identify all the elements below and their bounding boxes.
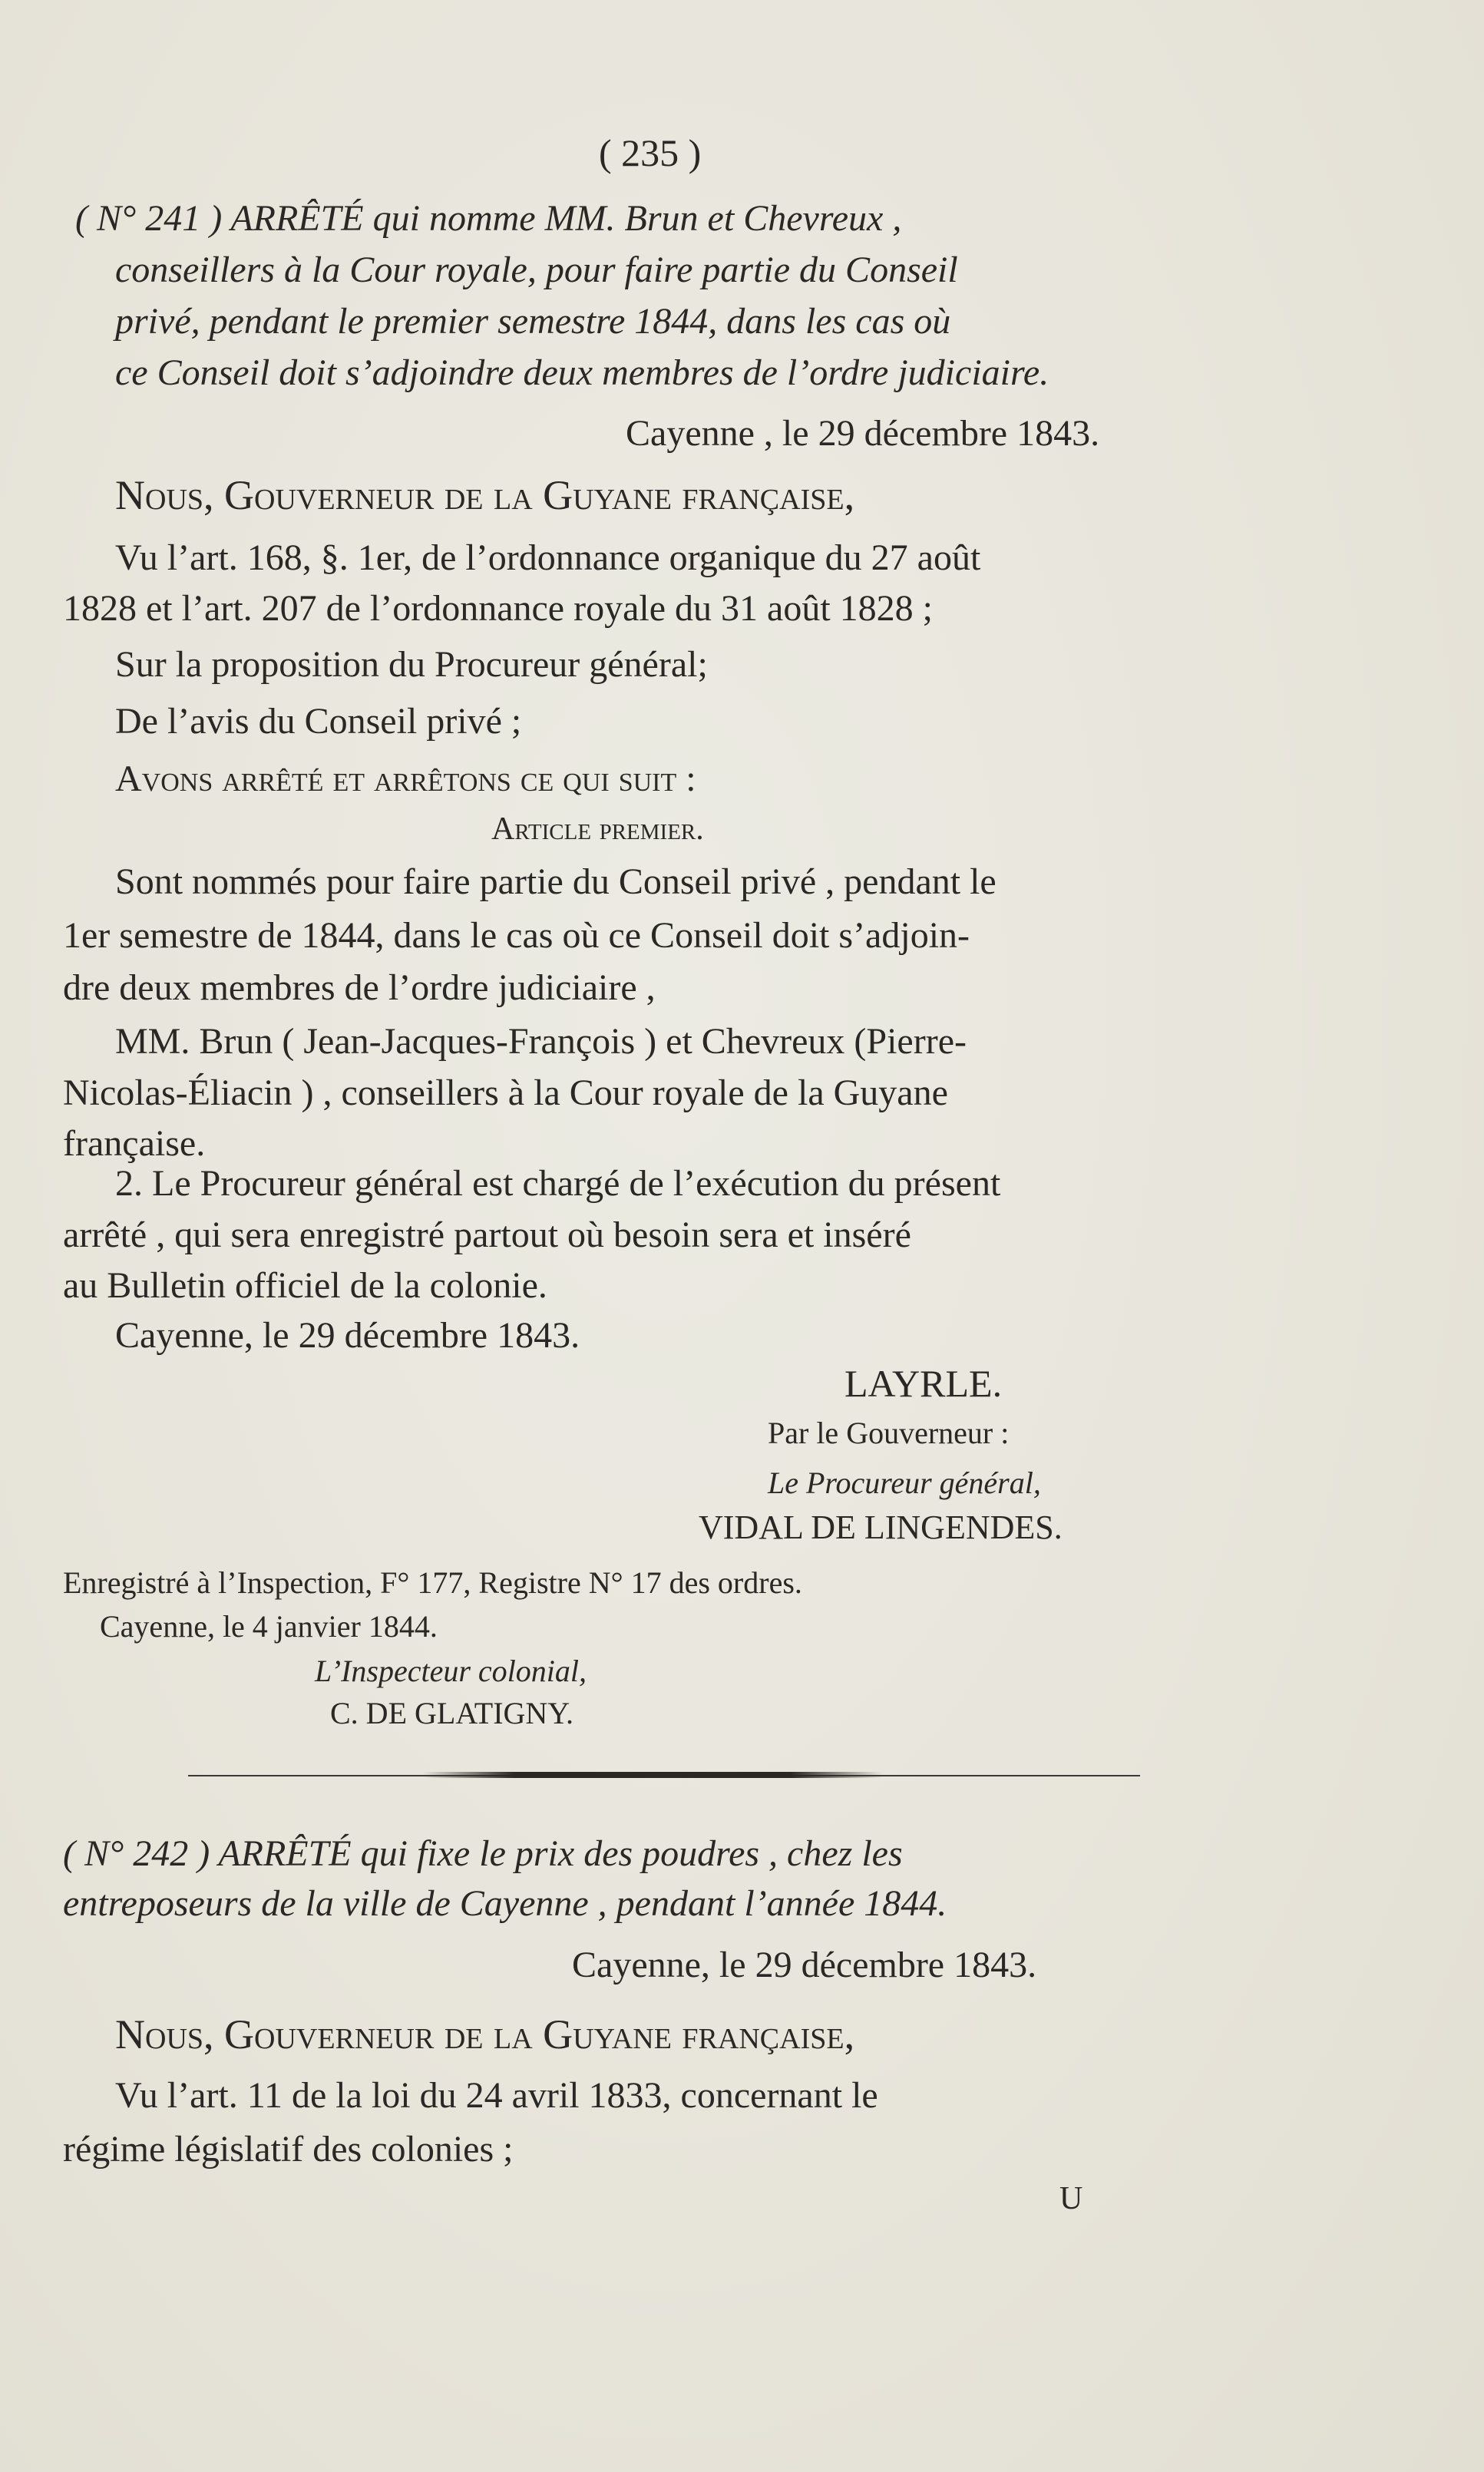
inspector-name: C. DE GLATIGNY.: [330, 1696, 574, 1730]
heading-text: ( N° 241 ) ARRÊTÉ qui nomme MM. Brun et Chevreux ,: [75, 198, 902, 239]
decree-242-heading-line-1: ( N° 242 ) ARRÊTÉ qui fixe le prix des poudres , chez les: [63, 1833, 903, 1874]
article-line-10: Cayenne, le 29 décembre 1843.: [115, 1315, 580, 1356]
decree-242-heading-line-2: entreposeurs de la ville de Cayenne , pendant l’année 1844.: [63, 1883, 947, 1924]
decree-241-place-date: Cayenne , le 29 décembre 1843.: [626, 413, 1100, 454]
decree-241-heading-line-1: [75, 196, 901, 242]
article-line-4: MM. Brun ( Jean-Jacques-François ) et Chevreux (Pierre-: [115, 1021, 967, 1062]
decree-241-heading-line-2: conseillers à la Cour royale, pour faire partie du Conseil: [115, 250, 958, 290]
article-line-6: française.: [63, 1123, 206, 1164]
decree-242-place-date: Cayenne, le 29 décembre 1843.: [572, 1945, 1037, 1985]
registration-line-1: Enregistré à l’Inspection, F° 177, Registre N° 17 des ordres.: [63, 1565, 802, 1600]
article-line-9: au Bulletin officiel de la colonie.: [63, 1265, 547, 1306]
by-governor: Par le Gouverneur :: [768, 1416, 1010, 1450]
registration-line-2: Cayenne, le 4 janvier 1844.: [100, 1609, 438, 1644]
governor-signature: LAYRLE.: [844, 1362, 1003, 1405]
article-title: Article premier.: [491, 811, 704, 847]
decree-241-body-line-5: Avons arrêté et arrêtons ce qui suit :: [115, 758, 696, 799]
decree-241-body-line-4: De l’avis du Conseil privé ;: [115, 701, 522, 742]
decree-241-body-line-2: 1828 et l’art. 207 de l’ordonnance royale du 31 août 1828 ;: [63, 588, 934, 629]
page-number: ( 235 ): [599, 131, 702, 174]
inspector-title: L’Inspecteur colonial,: [315, 1654, 587, 1688]
decree-242-body-line-2: régime législatif des colonies ;: [63, 2129, 514, 2170]
article-line-8: arrêté , qui sera enregistré partout où besoin sera et inséré: [63, 1215, 911, 1255]
decree-241-heading-line-3: privé, pendant le premier semestre 1844, dans les cas où: [115, 301, 951, 342]
section-divider-ornament: [422, 1772, 883, 1778]
procureur-title: Le Procureur général,: [768, 1466, 1041, 1500]
decree-241-body-line-1: Vu l’art. 168, §. 1er, de l’ordonnance organique du 27 août: [115, 537, 981, 578]
procureur-name: VIDAL DE LINGENDES.: [699, 1509, 1063, 1546]
article-line-1: Sont nommés pour faire partie du Conseil privé , pendant le: [115, 861, 996, 902]
article-line-5: Nicolas-Éliacin ) , conseillers à la Cour royale de la Guyane: [63, 1072, 948, 1113]
decree-241-preamble: Nous, Gouverneur de la Guyane française,: [115, 472, 855, 518]
article-line-3: dre deux membres de l’ordre judiciaire ,: [63, 967, 656, 1008]
decree-241-body-line-3: Sur la proposition du Procureur général;: [115, 644, 708, 685]
decree-241-heading-line-4: ce Conseil doit s’adjoindre deux membres de l’ordre judiciaire.: [115, 352, 1049, 393]
decree-242-body-line-1: Vu l’art. 11 de la loi du 24 avril 1833, concernant le: [115, 2075, 878, 2116]
decree-242-preamble: Nous, Gouverneur de la Guyane française,: [115, 2011, 855, 2057]
signature-mark: U: [1059, 2181, 1083, 2216]
article-line-2: 1er semestre de 1844, dans le cas où ce Conseil doit s’adjoin-: [63, 915, 970, 956]
article-line-7: 2. Le Procureur général est chargé de l’exécution du présent: [115, 1163, 1001, 1204]
